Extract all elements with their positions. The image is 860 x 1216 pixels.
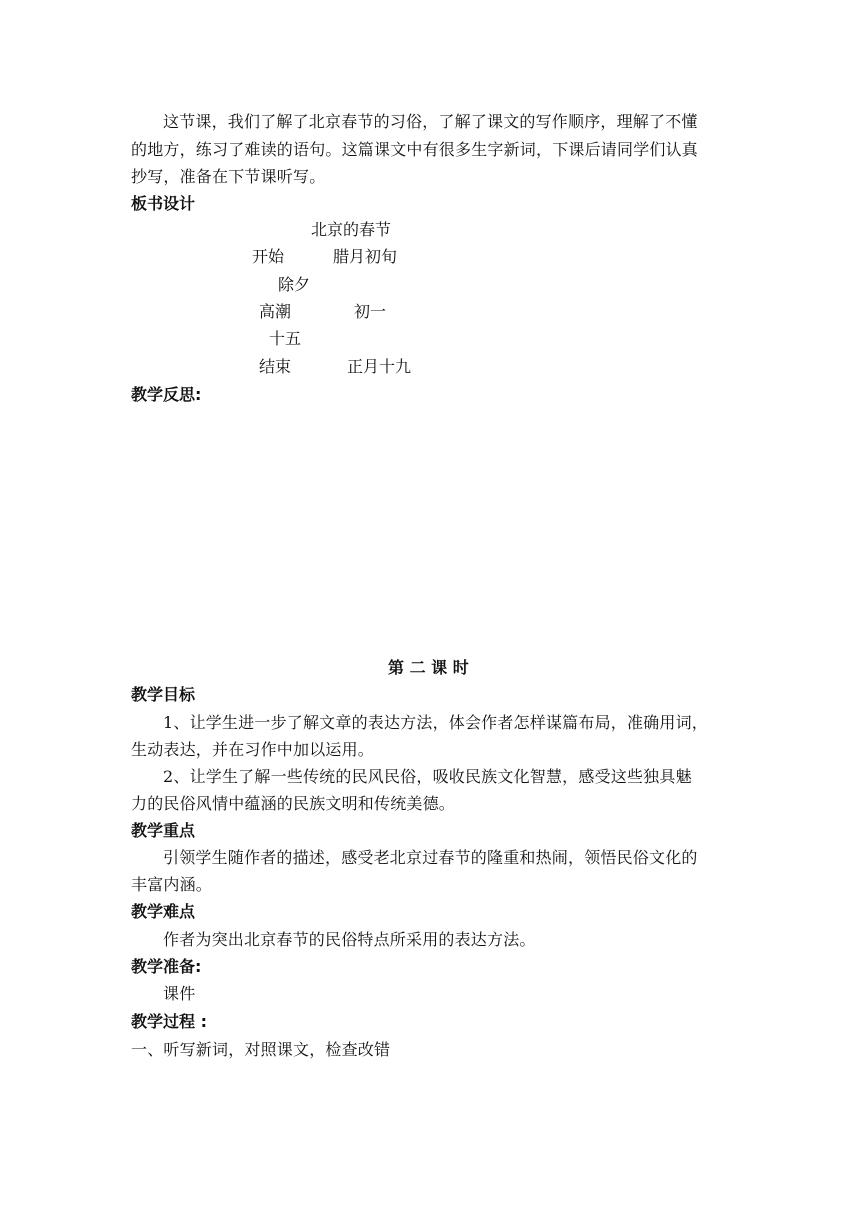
- preparation-heading: 教学准备:: [131, 957, 202, 976]
- summary-line-1: 这节课，我们了解了北京春节的习俗，了解了课文的写作顺序，理解了不懂: [163, 112, 698, 131]
- lesson2-title: 第 二 课 时: [388, 658, 469, 677]
- difficulty-heading: 教学难点: [131, 902, 196, 921]
- board-eve: 除夕: [278, 275, 311, 294]
- goal-1-line-2: 生动表达，并在习作中加以运用。: [131, 740, 375, 759]
- reflection-heading: 教学反思:: [131, 385, 202, 404]
- summary-line-2: 的地方，练习了难读的语句。这篇课文中有很多生字新词，下课后请同学们认真: [131, 140, 699, 159]
- preparation-line-1: 课件: [163, 984, 196, 1003]
- board-start-value: 腊月初旬: [333, 247, 398, 266]
- key-points-heading: 教学重点: [131, 821, 196, 840]
- goal-2-line-2: 力的民俗风情中蕴涵的民族文明和传统美德。: [131, 794, 456, 813]
- key-points-line-2: 丰富内涵。: [131, 875, 213, 894]
- board-peak-value: 初一: [354, 302, 387, 321]
- board-title: 北京的春节: [311, 220, 392, 239]
- summary-line-3: 抄写，准备在下节课听写。: [131, 167, 326, 186]
- board-fifteenth: 十五: [269, 329, 302, 348]
- board-heading: 板书设计: [131, 194, 196, 213]
- key-points-line-1: 引领学生随作者的描述，感受老北京过春节的隆重和热闹，领悟民俗文化的: [163, 848, 698, 867]
- difficulty-line-1: 作者为突出北京春节的民俗特点所采用的表达方法。: [163, 930, 536, 949]
- board-end-label: 结束: [259, 357, 292, 376]
- process-heading: 教学过程 :: [131, 1012, 207, 1031]
- process-step-1: 一、听写新词，对照课文，检查改错: [131, 1040, 391, 1059]
- board-end-value: 正月十九: [347, 357, 412, 376]
- goal-2-line-1: 2、让学生了解一些传统的民风民俗，吸收民族文化智慧，感受这些独具魅: [163, 767, 692, 786]
- goal-1-line-1: 1、让学生进一步了解文章的表达方法，体会作者怎样谋篇布局，准确用词，: [163, 713, 708, 732]
- board-start-label: 开始: [252, 247, 285, 266]
- board-peak-label: 高潮: [259, 302, 292, 321]
- goals-heading: 教学目标: [131, 685, 196, 704]
